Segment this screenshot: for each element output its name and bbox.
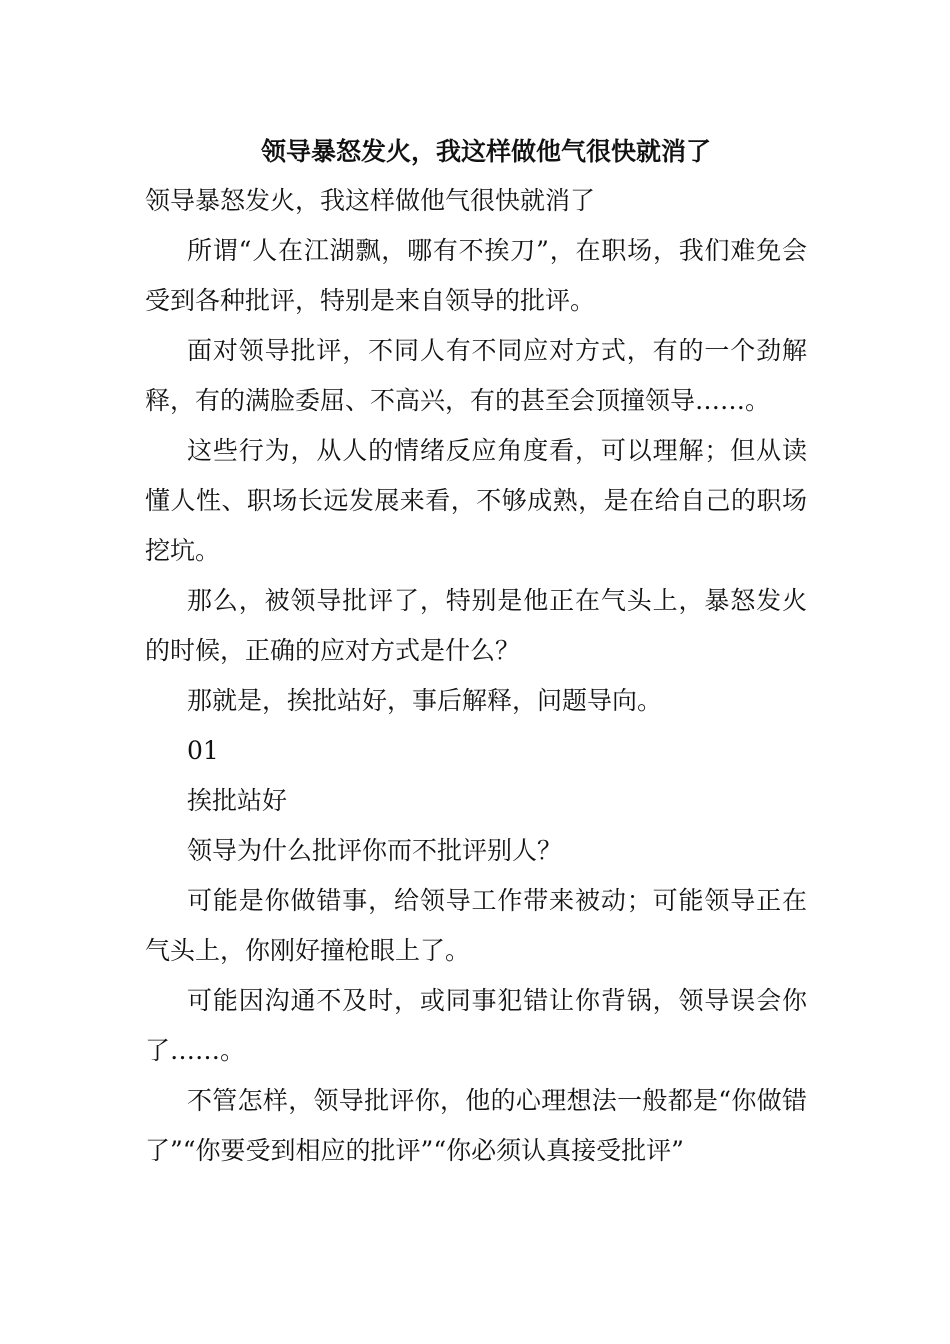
document-title: 领导暴怒发火，我这样做他气很快就消了 [260, 137, 711, 166]
paragraph: 领导为什么批评你而不批评别人？ [187, 836, 563, 865]
paragraph: 所谓“人在江湖飘，哪有不挨刀”，在职场，我们难免会受到各种批评，特别是来自领导的批评。 [145, 236, 807, 315]
paragraph: 可能是你做错事，给领导工作带来被动；可能领导正在气头上，你刚好撞枪眼上了。 [145, 886, 807, 965]
paragraph: 可能因沟通不及时，或同事犯错让你背锅，领导误会你了……。 [145, 986, 807, 1065]
document-page [145, 128, 807, 1176]
document-subtitle: 领导暴怒发火，我这样做他气很快就消了 [145, 186, 596, 215]
section-heading: 挨批站好 [187, 786, 288, 815]
paragraph: 那么，被领导批评了，特别是他正在气头上，暴怒发火的时候，正确的应对方式是什么？ [145, 586, 807, 665]
section-number: 01 [187, 736, 219, 765]
paragraph: 面对领导批评，不同人有不同应对方式，有的一个劲解释，有的满脸委屈、不高兴，有的甚至会顶撞领导……。 [145, 336, 807, 415]
paragraph: 不管怎样，领导批评你，他的心理想法一般都是“你做错了”“你要受到相应的批评”“你必须认真接受批评” [145, 1086, 807, 1165]
paragraph: 这些行为，从人的情绪反应角度看，可以理解；但从读懂人性、职场长远发展来看，不够成熟，是在给自己的职场挖坑。 [145, 436, 807, 565]
paragraph: 那就是，挨批站好，事后解释，问题导向。 [187, 686, 663, 715]
